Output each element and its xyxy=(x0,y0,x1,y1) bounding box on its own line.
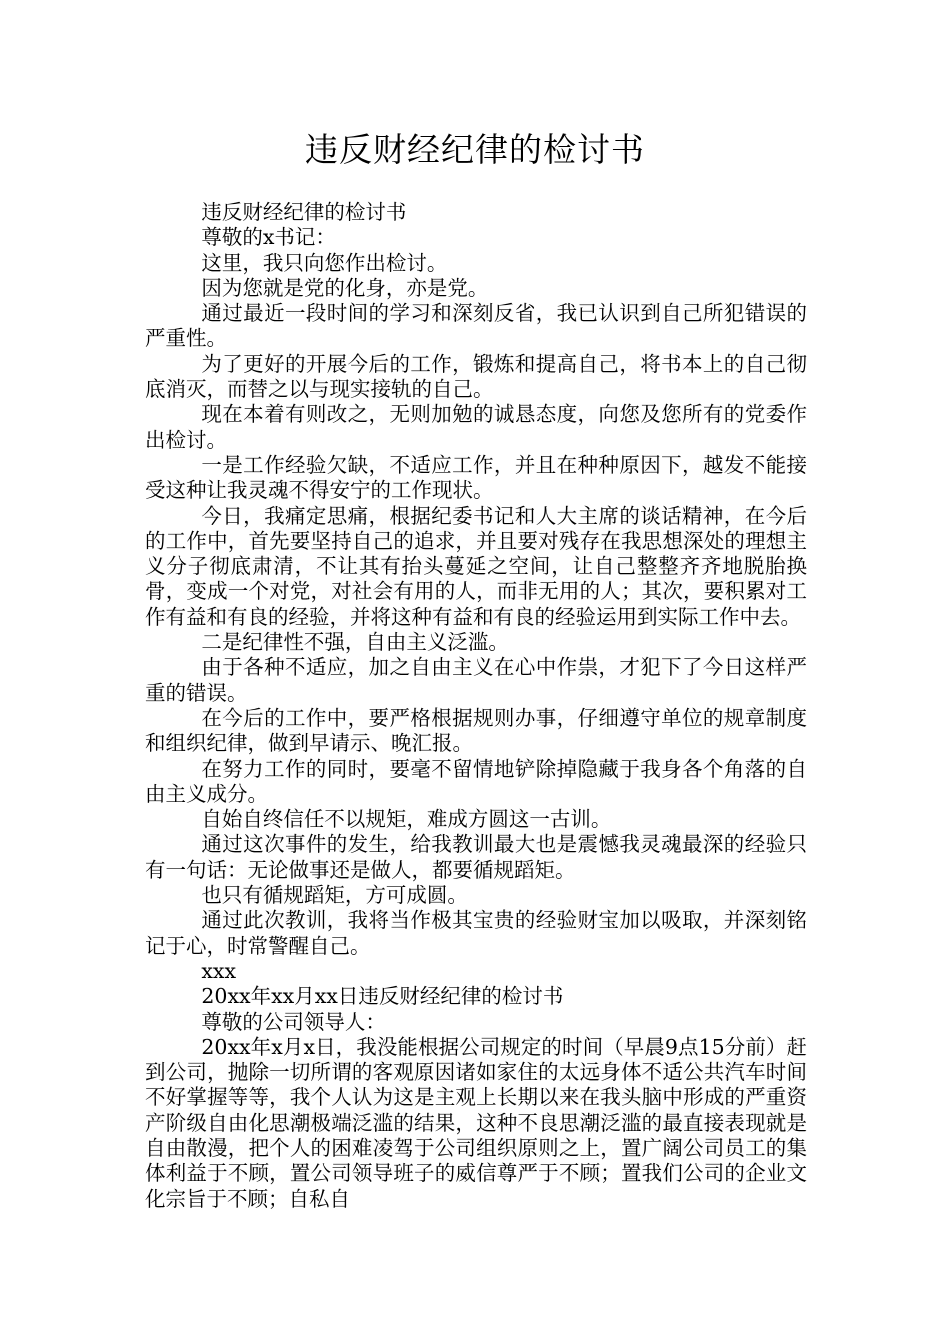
paragraph: 也只有循规蹈矩，方可成圆。 xyxy=(201,883,468,908)
paragraph: 通过最近一段时间的学习和深刻反省，我已认识到自己所犯错误的严重性。 xyxy=(145,301,807,351)
document-body xyxy=(145,200,807,1212)
paragraph: 因为您就是党的化身，亦是党。 xyxy=(201,275,489,300)
document-title: 违反财经纪律的检讨书 xyxy=(305,130,645,169)
paragraph: 二是纪律性不强，自由主义泛滥。 xyxy=(201,630,509,655)
paragraph: 20xx年xx月xx日违反财经纪律的检讨书 xyxy=(201,984,564,1009)
paragraph: xxx xyxy=(201,958,237,983)
paragraph: 在努力工作的同时，要毫不留情地铲除掉隐藏于我身各个角落的自由主义成分。 xyxy=(145,756,807,806)
paragraph: 在今后的工作中，要严格根据规则办事，仔细遵守单位的规章制度和组织纪律，做到早请示、晚汇报。 xyxy=(145,705,807,756)
paragraph: 为了更好的开展今后的工作，锻炼和提高自己，将书本上的自己彻底消灭，而替之以与现实接轨的自己。 xyxy=(145,351,807,402)
paragraph: 20xx年x月x日，我没能根据公司规定的时间（早晨9点15分前）赶到公司，抛除一切所谓的客观原因诸如家住的太远身体不适公共汽车时间不好掌握等等，我个人认为这是主观上长期以来在我头脑中形成的严重资产阶级自由化思潮极端泛滥的结果，这种不良思潮泛滥的最直接表现就是自由散漫，把个人的困难凌驾于公司组织原则之上，置广阔公司员工的集体利益于不顾，置公司领导班子的威信尊严于不顾；置我们公司的企业文化宗旨于不顾；自私自 xyxy=(145,1034,807,1211)
paragraph: 这里，我只向您作出检讨。 xyxy=(201,250,448,275)
paragraph: 通过这次事件的发生，给我教训最大也是震憾我灵魂最深的经验只有一句话：无论做事还是做人，都要循规蹈矩。 xyxy=(145,832,807,882)
paragraph: 今日，我痛定思痛，根据纪委书记和人大主席的谈话精神，在今后的工作中，首先要坚持自己的追求，并且要对残存在我思想深处的理想主义分子彻底肃清，不让其有抬头蔓延之空间，让自己整整齐齐地脱胎换骨，变成一个对党，对社会有用的人，而非无用的人；其次，要积累对工作有益和有良的经验，并将这种有益和有良的经验运用到实际工作中去。 xyxy=(145,503,807,629)
paragraph: 违反财经纪律的检讨书 xyxy=(201,200,407,224)
paragraph: 尊敬的x书记： xyxy=(201,225,336,250)
paragraph: 尊敬的公司领导人： xyxy=(201,1009,386,1034)
paragraph: 自始自终信任不以规矩，难成方圆这一古训。 xyxy=(201,807,612,832)
paragraph: 通过此次教训，我将当作极其宝贵的经验财宝加以吸取，并深刻铭记于心，时常警醒自己。 xyxy=(145,908,807,958)
paragraph: 一是工作经验欠缺，不适应工作，并且在种种原因下，越发不能接受这种让我灵魂不得安宁的工作现状。 xyxy=(145,452,807,503)
paragraph: 由于各种不适应，加之自由主义在心中作祟，才犯下了今日这样严重的错误。 xyxy=(145,655,807,705)
paragraph: 现在本着有则改之，无则加勉的诚恳态度，向您及您所有的党委作出检讨。 xyxy=(145,402,807,452)
